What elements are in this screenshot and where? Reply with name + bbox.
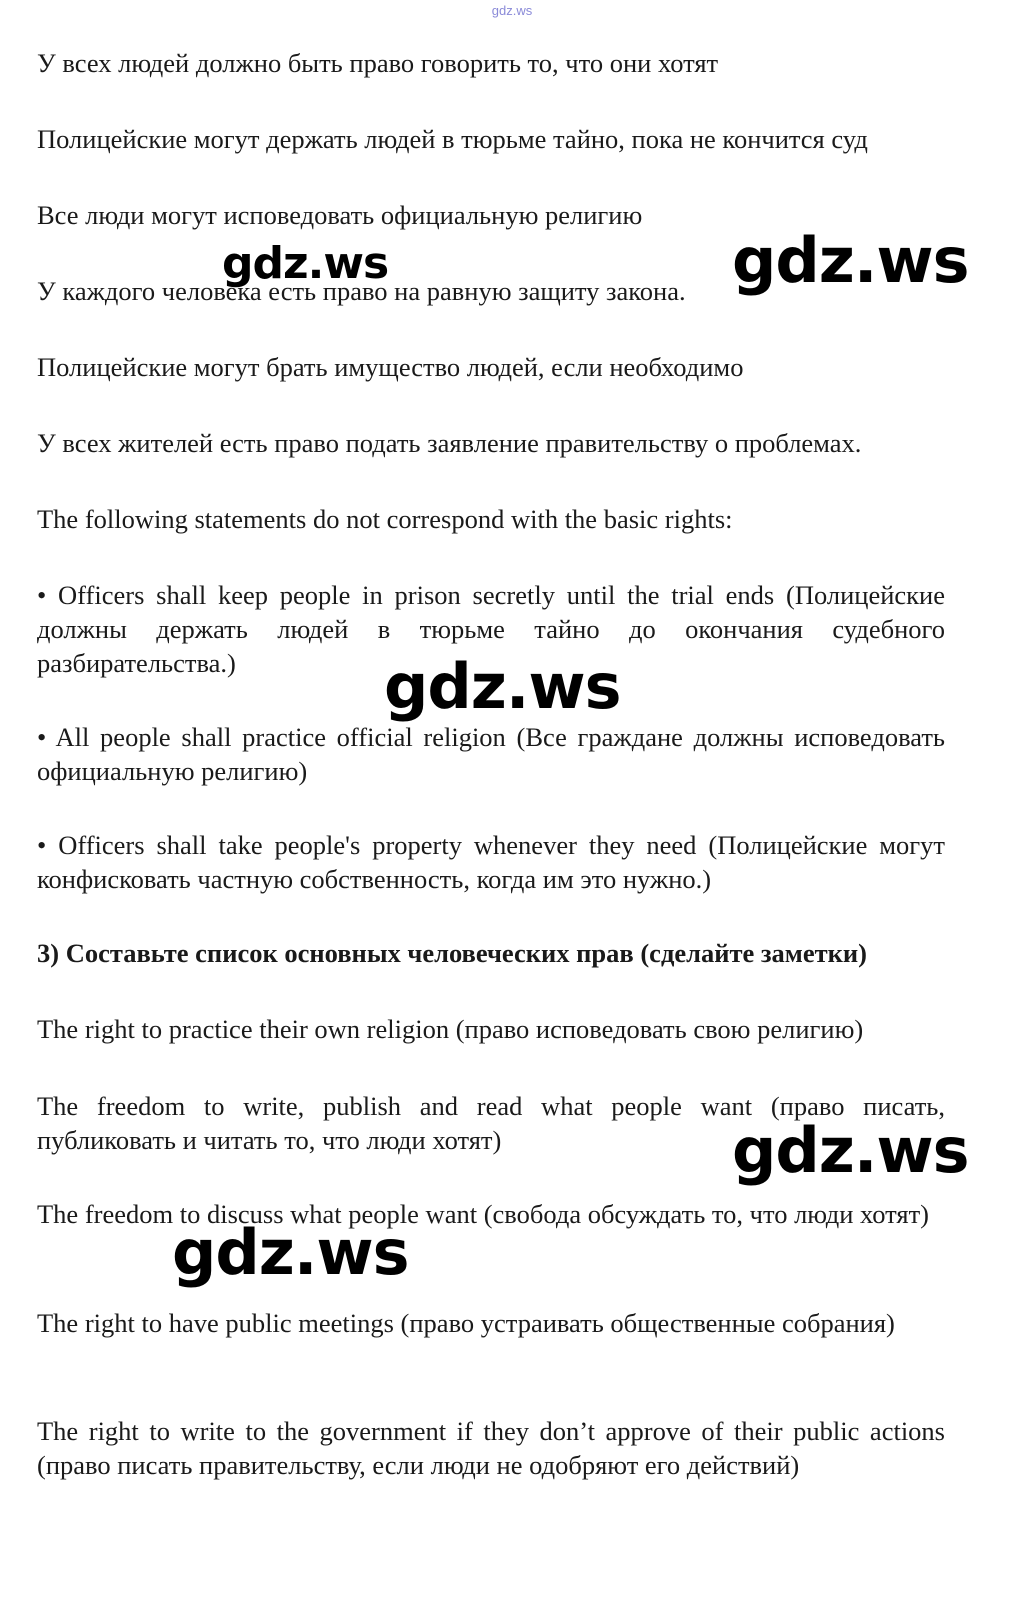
text-line-2: Полицейские могут держать людей в тюрьме тайно, пока не кончится суд: [37, 124, 868, 154]
section-heading: 3) Составьте список основных человеческих прав (сделайте заметки): [37, 938, 867, 968]
bullet-item-3: • Officers shall take people's property whenever they need (Полицейские могут конфисковать частную собственность, когда им это нужно.): [37, 830, 945, 894]
text-line-4: У каждого человека есть право на равную защиту закона.: [37, 276, 686, 306]
rights-item-4: The right to have public meetings (право устраивать общественные собрания): [37, 1308, 895, 1338]
header-watermark: gdz.ws: [491, 3, 533, 18]
watermark-4: gdz.ws: [732, 1114, 969, 1187]
bullet-item-2: • All people shall practice official religion (Все граждане должны исповедовать официальную религию): [37, 722, 945, 786]
watermark-2: gdz.ws: [732, 224, 969, 297]
watermark-5: gdz.ws: [172, 1216, 409, 1289]
rights-item-2: The freedom to write, publish and read what people want (право писать, публиковать и читать то, что люди хотят): [37, 1091, 945, 1155]
rights-item-5: The right to write to the government if they don’t approve of their public actions (право писать правительству, если люди не одобряют его действий): [37, 1416, 945, 1480]
watermark-3: gdz.ws: [384, 650, 621, 723]
rights-item-1: The right to practice their own religion (право исповедовать свою религию): [37, 1014, 864, 1044]
bullet-item-1: • Officers shall keep people in prison secretly until the trial ends (Полицейские должны держать людей в тюрьме тайно до окончания судебного разбирательства.): [37, 580, 945, 678]
text-line-6: У всех жителей есть право подать заявление правительству о проблемах.: [37, 428, 862, 458]
rights-item-3: The freedom to discuss what people want (свобода обсуждать то, что люди хотят): [37, 1199, 930, 1229]
text-line-5: Полицейские могут брать имущество людей, если необходимо: [37, 352, 744, 382]
text-line-3: Все люди могут исповедовать официальную религию: [37, 200, 643, 230]
text-line-1: У всех людей должно быть право говорить то, что они хотят: [37, 48, 719, 78]
text-line-7: The following statements do not correspond with the basic rights:: [37, 504, 733, 534]
watermark-1: gdz.ws: [222, 238, 389, 289]
